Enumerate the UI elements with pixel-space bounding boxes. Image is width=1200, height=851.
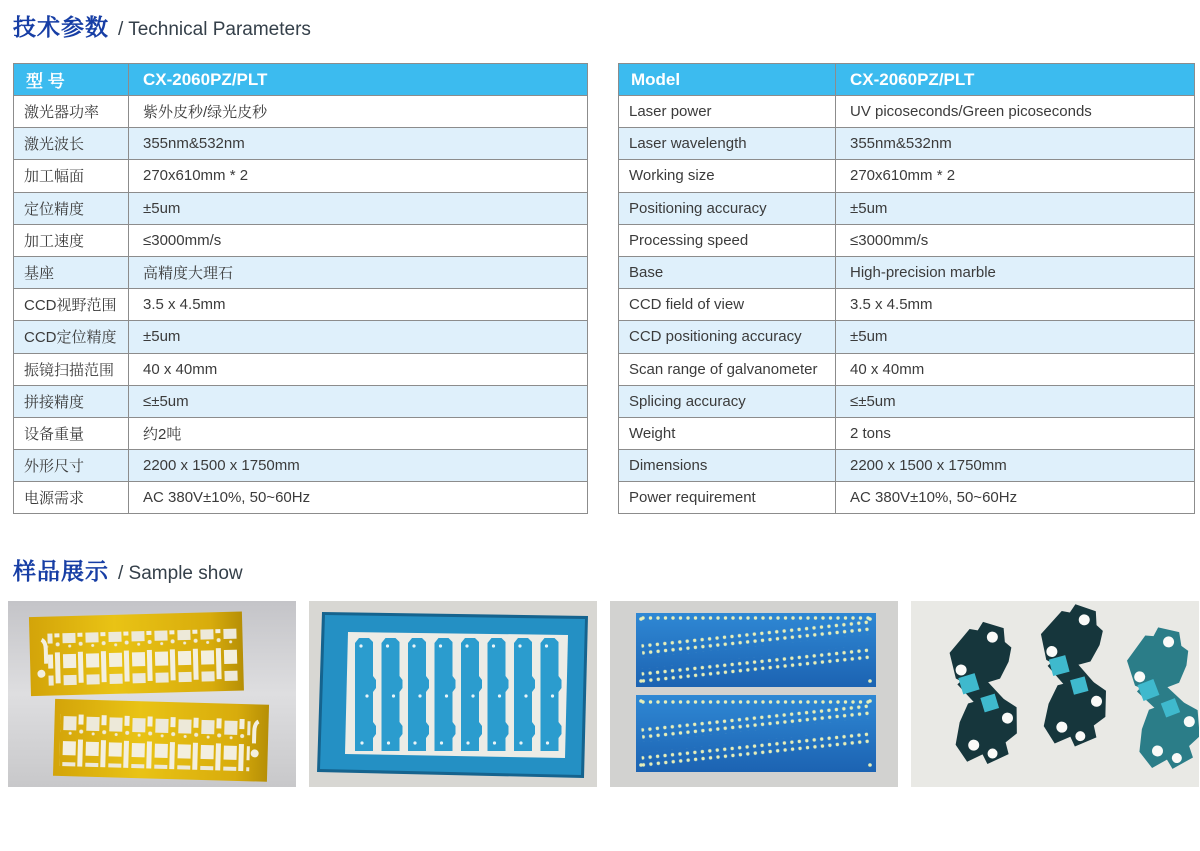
spec-table-en [618,63,1195,514]
spec-label: 外形尺寸 [14,450,129,482]
spec-value: 3.5 x 4.5mm [129,289,588,321]
header-label-cell: Model [619,64,836,96]
table-row [14,289,588,321]
table-row [14,417,588,449]
spec-value: ±5um [129,321,588,353]
spec-label: CCD positioning accuracy [619,321,836,353]
spec-value: ±5um [836,321,1195,353]
section-title-cn: 技术参数 [13,14,109,40]
spec-label: Weight [619,417,836,449]
spec-label: Power requirement [619,482,836,514]
table-row [14,192,588,224]
table-row [14,224,588,256]
spec-label: CCD视野范围 [14,289,129,321]
spec-value: 270x610mm * 2 [129,160,588,192]
table-row [619,417,1195,449]
sample-photo-yellow-flex-pcb [8,601,296,787]
spec-label: 电源需求 [14,482,129,514]
table-row [619,128,1195,160]
table-row [14,353,588,385]
section-title-en: / Technical Parameters [118,19,311,40]
spec-value: High-precision marble [836,256,1195,288]
spec-label: 激光波长 [14,128,129,160]
spec-value: 355nm&532nm [129,128,588,160]
spec-value: ≤3000mm/s [836,224,1195,256]
sample-photos-row [8,601,1195,787]
table-row [14,450,588,482]
spec-value: 高精度大理石 [129,256,588,288]
spec-value: 40 x 40mm [129,353,588,385]
spec-value: 2 tons [836,417,1195,449]
spec-label: Base [619,256,836,288]
spec-label: Positioning accuracy [619,192,836,224]
table-row [619,353,1195,385]
spec-value: AC 380V±10%, 50~60Hz [836,482,1195,514]
spec-label: Laser wavelength [619,128,836,160]
spec-value: ≤3000mm/s [129,224,588,256]
header-value-cell: CX-2060PZ/PLT [836,64,1195,96]
sample-photo-teal-s-boards [911,601,1199,787]
spec-value: ≤±5um [836,385,1195,417]
spec-value: ±5um [836,192,1195,224]
spec-label: 设备重量 [14,417,129,449]
spec-label: 定位精度 [14,192,129,224]
spec-label: CCD定位精度 [14,321,129,353]
header-label-cell: 型 号 [14,64,129,96]
spec-tables [13,63,1195,514]
spec-value: 2200 x 1500 x 1750mm [836,450,1195,482]
sample-photo-blue-cut-panel [309,601,597,787]
table-row [619,224,1195,256]
technical-parameters-title [13,12,1195,42]
table-row [619,482,1195,514]
table-row [619,96,1195,128]
table-header-row [14,64,588,96]
spec-label: Laser power [619,96,836,128]
table-row [14,482,588,514]
sample-show-title [13,556,1195,586]
spec-value: 270x610mm * 2 [836,160,1195,192]
table-row [619,160,1195,192]
table-row [619,256,1195,288]
spec-label: Scan range of galvanometer [619,353,836,385]
spec-label: 加工幅面 [14,160,129,192]
spec-label: Working size [619,160,836,192]
section-title-cn: 样品展示 [13,558,109,585]
spec-value: 355nm&532nm [836,128,1195,160]
spec-table-cn [13,63,588,514]
spec-label: 激光器功率 [14,96,129,128]
table-row [619,289,1195,321]
spec-label: 加工速度 [14,224,129,256]
spec-label: CCD field of view [619,289,836,321]
spec-value: 40 x 40mm [836,353,1195,385]
spec-value: 约2吨 [129,417,588,449]
spec-label: Processing speed [619,224,836,256]
table-row [619,450,1195,482]
table-header-row [619,64,1195,96]
spec-label: Splicing accuracy [619,385,836,417]
spec-value: 3.5 x 4.5mm [836,289,1195,321]
table-row [619,385,1195,417]
table-row [14,160,588,192]
spec-value: 紫外皮秒/绿光皮秒 [129,96,588,128]
table-row [14,128,588,160]
spec-value: ≤±5um [129,385,588,417]
spec-value: ±5um [129,192,588,224]
spec-value: 2200 x 1500 x 1750mm [129,450,588,482]
sample-photo-blue-dotted-strips [610,601,898,787]
table-row [14,321,588,353]
spec-label: 振镜扫描范围 [14,353,129,385]
spec-value: AC 380V±10%, 50~60Hz [129,482,588,514]
table-row [14,96,588,128]
table-row [14,385,588,417]
section-title-en: / Sample show [118,563,243,585]
table-row [619,192,1195,224]
spec-label: 基座 [14,256,129,288]
spec-value: UV picoseconds/Green picoseconds [836,96,1195,128]
table-row [619,321,1195,353]
spec-label: 拼接精度 [14,385,129,417]
spec-label: Dimensions [619,450,836,482]
header-value-cell: CX-2060PZ/PLT [129,64,588,96]
table-row [14,256,588,288]
